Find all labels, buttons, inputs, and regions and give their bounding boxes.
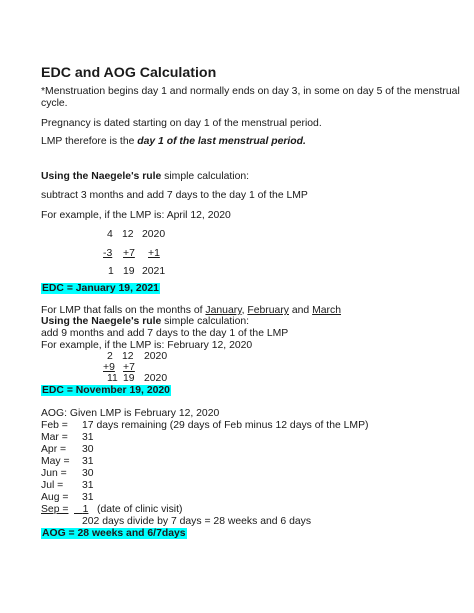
aog-month-sep-name: Sep = xyxy=(41,504,69,515)
aog-month-jun-name: Jun = xyxy=(41,468,67,479)
naegele-example-1: For example, if the LMP is: April 12, 2020 xyxy=(41,210,231,221)
naegele-heading-2 xyxy=(41,316,249,328)
calc2-r3-year: 2020 xyxy=(144,373,168,384)
calc2-r2-day: +7 xyxy=(123,362,135,373)
naegele-heading-2-bold: Using the Naegele's rule xyxy=(41,316,162,327)
naegele-instruction-1: subtract 3 months and add 7 days to the day 1 of the LMP xyxy=(41,190,308,201)
aog-month-aug-name: Aug = xyxy=(41,492,69,503)
calc2-r1-year: 2020 xyxy=(144,351,168,362)
calc2-r3-day: 19 xyxy=(123,373,135,384)
calc2-r1-month: 2 xyxy=(107,351,113,362)
aog-month-sep-value-text: 1 xyxy=(82,504,89,515)
months-separator-2: and xyxy=(288,305,313,316)
calc1-r2-month: -3 xyxy=(103,248,113,259)
lmp-months-prefix: For LMP that falls on the months of xyxy=(41,305,206,316)
calc1-r3-year: 2021 xyxy=(142,266,166,277)
calc2-r3-month: 11 xyxy=(107,373,118,384)
naegele-instruction-2: add 9 months and add 7 days to the day 1 of the LMP xyxy=(41,328,289,339)
aog-month-sep-value xyxy=(74,504,88,516)
menstruation-text-line2: cycle. xyxy=(41,98,68,109)
calc1-r1-year: 2020 xyxy=(142,229,166,240)
aog-month-may-name: May = xyxy=(41,456,70,467)
month-january: January xyxy=(205,305,242,316)
calc1-r1-day: 12 xyxy=(122,229,134,240)
lmp-definition xyxy=(41,136,306,148)
calc1-r3-day: 19 xyxy=(123,266,135,277)
calc2-r1-day: 12 xyxy=(122,351,134,362)
naegele-heading-1-rest: simple calculation: xyxy=(161,171,250,182)
month-march: March xyxy=(312,305,341,316)
menstruation-text-line1: *Menstruation begins day 1 and normally ends on day 3, in some on day 5 of the menstrual xyxy=(41,86,460,97)
aog-total: 202 days divide by 7 days = 28 weeks and 6 days xyxy=(82,516,312,527)
aog-month-jul-value: 31 xyxy=(82,480,94,491)
edc-result-1-highlight: EDC = January 19, 2021 xyxy=(42,283,159,294)
calc1-r2-day: +7 xyxy=(123,248,135,259)
edc-result-2-highlight: EDC = November 19, 2020 xyxy=(42,385,170,396)
aog-month-jun-value: 30 xyxy=(82,468,94,479)
calc1-r1-month: 4 xyxy=(107,229,113,240)
aog-month-jul-name: Jul = xyxy=(41,480,64,491)
naegele-heading-1 xyxy=(41,171,249,183)
aog-month-may-value: 31 xyxy=(82,456,94,467)
lmp-definition-emphasis: day 1 of the last menstrual period. xyxy=(137,136,306,147)
aog-result xyxy=(41,528,187,540)
naegele-heading-2-rest: simple calculation: xyxy=(161,316,250,327)
aog-month-aug-value: 31 xyxy=(82,492,94,503)
aog-month-feb-value: 17 days remaining (29 days of Feb minus 12 days of the LMP) xyxy=(82,420,369,431)
calc2-r2-month: +9 xyxy=(103,362,115,373)
aog-month-sep-note: (date of clinic visit) xyxy=(97,504,183,515)
aog-month-apr-name: Apr = xyxy=(41,444,67,455)
page-title: EDC and AOG Calculation xyxy=(41,65,217,81)
aog-month-mar-name: Mar = xyxy=(41,432,68,443)
months-separator-1: , xyxy=(241,305,248,316)
month-february: February xyxy=(247,305,289,316)
lmp-definition-prefix: LMP therefore is the xyxy=(41,136,138,147)
calc1-r3-month: 1 xyxy=(108,266,114,277)
edc-result-1 xyxy=(41,283,160,295)
edc-result-2 xyxy=(41,385,171,397)
aog-result-highlight: AOG = 28 weeks and 6/7days xyxy=(42,528,186,539)
aog-given: AOG: Given LMP is February 12, 2020 xyxy=(41,408,220,419)
naegele-heading-1-bold: Using the Naegele's rule xyxy=(41,171,162,182)
naegele-example-2: For example, if the LMP is: February 12, 2020 xyxy=(41,340,253,351)
aog-month-apr-value: 30 xyxy=(82,444,94,455)
aog-month-feb-name: Feb = xyxy=(41,420,68,431)
calc1-r2-year: +1 xyxy=(148,248,160,259)
pregnancy-text: Pregnancy is dated starting on day 1 of the menstrual period. xyxy=(41,118,322,129)
aog-month-mar-value: 31 xyxy=(82,432,94,443)
